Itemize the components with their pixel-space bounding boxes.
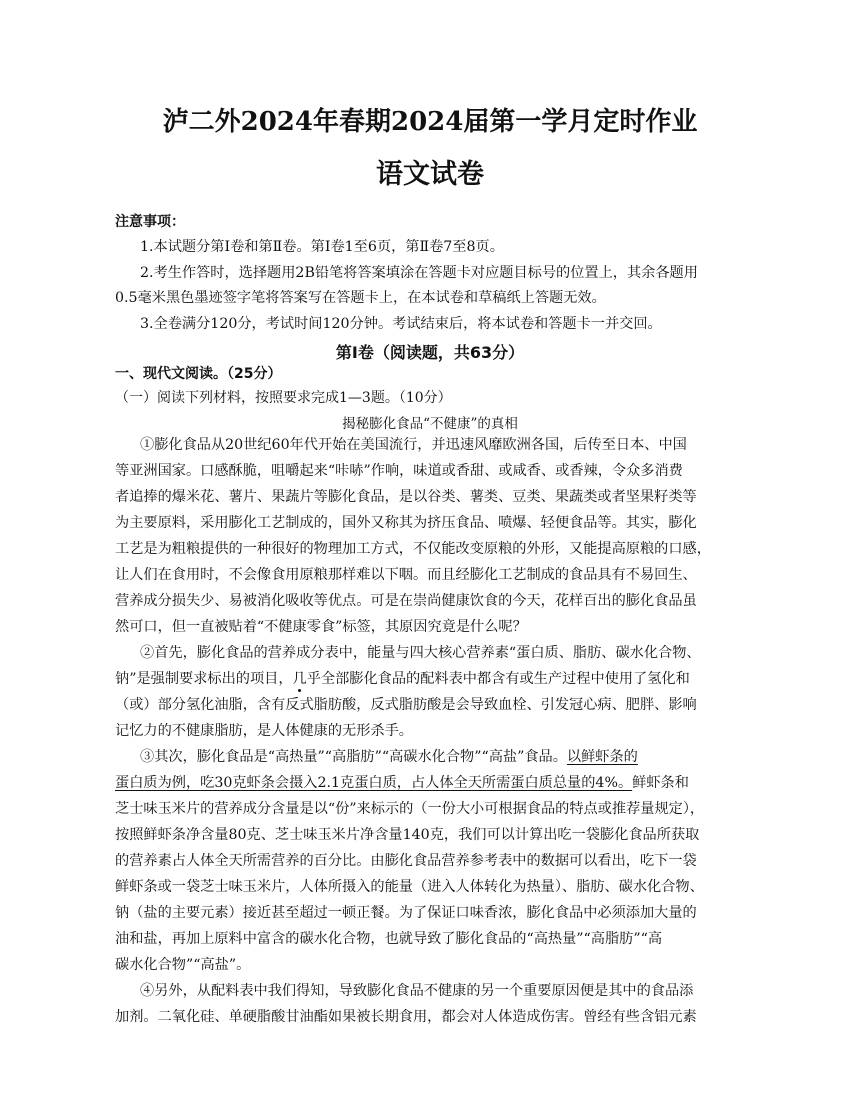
emphasis-dot-char: 几 [292,671,307,687]
article-line: 按照鲜虾条净含量80克、芝士味玉米片净含量140克，我们可以计算出吃一袋膨化食品所获取 [115,827,700,843]
article-line: 者追捧的爆米花、薯片、果蔬片等膨化食品，是以谷类、薯类、豆类、果蔬类或者坚果籽类等 [115,489,697,505]
section-title: 第Ⅰ卷（阅读题，共63分） [335,343,525,362]
exam-subtitle: 语文试卷 [376,159,484,190]
part-instruction: （一）阅读下列材料，按照要求完成1—3题。（10分） [115,390,452,406]
underlined-sentence: 以鲜虾条的 [566,749,638,765]
article-line: 记忆力的不健康脂肪，是人体健康的无形杀手。 [115,723,413,739]
article-line: 然可口，但一直被贴着“不健康零食”标签，其原因究竟是什么呢？ [115,619,527,635]
article-line: 等亚洲国家。口感酥脆，咀嚼起来“咔哧”作响，味道或香甜、或咸香、或香辣，令众多消费 [115,463,683,479]
article-title: 揭秘膨化食品“不健康”的真相 [342,416,518,432]
article-line: 为主要原料，采用膨化工艺制成的，国外又称其为挤压食品、喷爆、轻便食品等。其实，膨化 [115,515,697,531]
notice-line-3: 0.5毫米黑色墨迹签字笔将答案写在答题卡上，在本试卷和草稿纸上答题无效。 [115,290,606,306]
notice-line-1: 1.本试题分第Ⅰ卷和第Ⅱ卷。第Ⅰ卷1至6页，第Ⅱ卷7至8页。 [140,239,504,255]
article-line: 工艺是为粗粮提供的一种很好的物理加工方式，不仅能改变原粮的外形，又能提高原粮的口感， [115,541,711,557]
article-line [115,668,690,688]
article-line: ④另外，从配料表中我们得知，导致膨化食品不健康的另一个重要原因便是其中的食品添 [140,983,694,999]
underlined-sentence: 蛋白质为例，吃30克虾条会摄入2.1克蛋白质，占人体全天所需蛋白质总量的4%。 [115,775,633,791]
text-segment: 鲜虾条和 [632,775,689,791]
part-heading: 一、现代文阅读。（25分） [115,366,282,382]
text-segment: 钠”是强制要求标出的项目， [115,671,293,687]
article-line: 的营养素占人体全天所需营养的百分比。由膨化食品营养参考表中的数据可以看出，吃下一袋 [115,853,697,869]
text-segment: ③其次，膨化食品是“高热量”“高脂肪”“高碳水化合物”“高盐”食品。 [140,749,567,765]
notice-heading: 注意事项： [115,214,185,230]
article-line: 油和盐，再加上原料中富含的碳水化合物，也就导致了膨化食品的“高热量”“高脂肪”“高 [115,931,663,947]
article-line: 营养成分损失少、易被消化吸收等优点。可是在崇尚健康饮食的今天，花样百出的膨化食品虽 [115,593,697,609]
article-line: 让人们在食用时，不会像食用原粮那样难以下咽。而且经膨化工艺制成的食品具有不易回生、 [115,567,697,583]
article-line: 鲜虾条或一袋芝士味玉米片，人体所摄入的能量（进入人体转化为热量）、脂肪、碳水化合物、 [115,879,704,895]
notice-line-2: 2.考生作答时，选择题用2B铅笔将答案填涂在答题卡对应题目标号的位置上，其余各题用 [140,265,698,281]
article-line: ①膨化食品从20世纪60年代开始在美国流行，并迅速风靡欧洲各国，后传至日本、中国 [140,437,687,453]
article-line: 芝士味玉米片的营养成分含量是以“份”来标示的（一份大小可根据食品的特点或推荐量规定）， [115,801,705,817]
exam-title: 泸二外2024年春期2024届第一学月定时作业 [162,107,698,137]
article-line: ②首先，膨化食品的营养成分表中，能量与四大核心营养素“蛋白质、脂肪、碳水化合物、 [140,645,701,661]
article-line [140,746,638,766]
article-line: 加剂。二氧化硅、单硬脂酸甘油酯如果被长期食用，都会对人体造成伤害。曾经有些含铝元素 [115,1009,697,1025]
article-line: （或）部分氢化油脂，含有反式脂肪酸，反式脂肪酸是会导致血栓、引发冠心病、肥胖、影响 [115,697,697,713]
article-line [115,772,689,792]
notice-line-4: 3.全卷满分120分，考试时间120分钟。考试结束后，将本试卷和答题卡一并交回。 [140,316,662,332]
article-line: 碳水化合物”“高盐”。 [115,957,251,973]
text-segment: 乎全部膨化食品的配料表中都含有或生产过程中使用了氢化和 [306,671,690,687]
article-line: 钠（盐的主要元素）接近甚至超过一顿正餐。为了保证口味香浓，膨化食品中必须添加大量的 [115,905,697,921]
